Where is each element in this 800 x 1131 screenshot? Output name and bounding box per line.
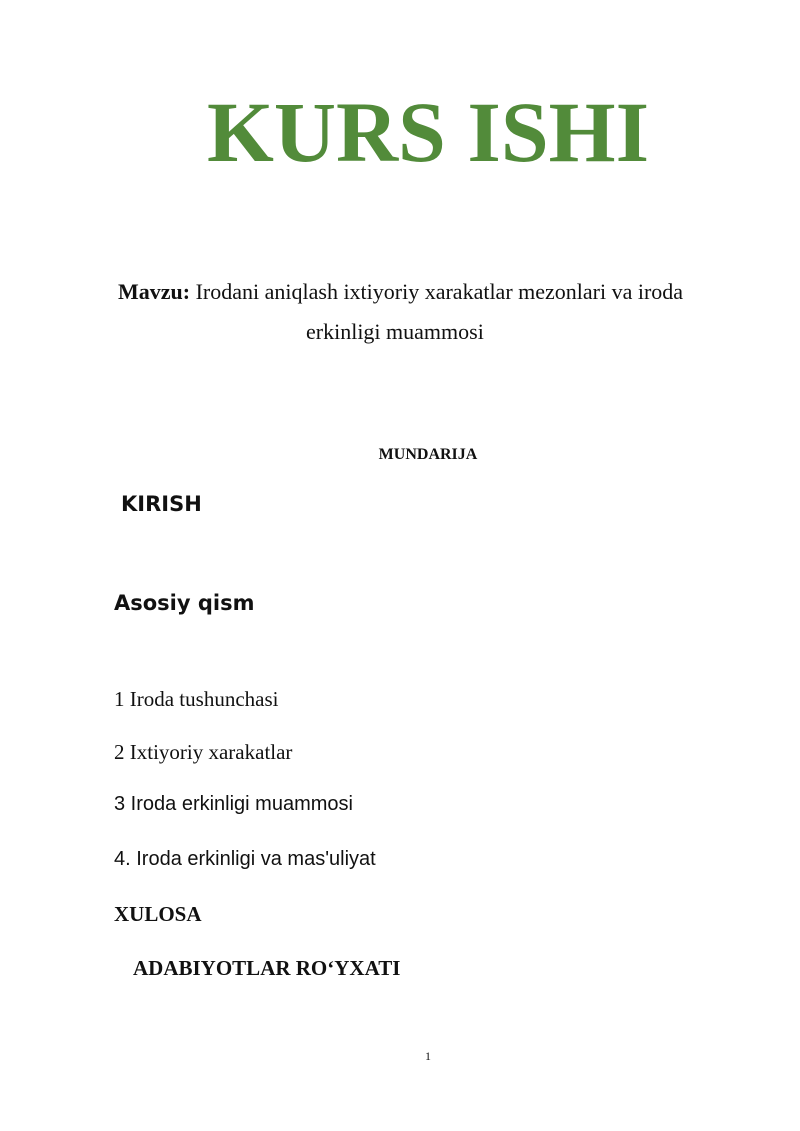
contents-item-2: 2 Ixtiyoriy xarakatlar xyxy=(114,740,293,764)
topic-label: Mavzu: xyxy=(118,279,191,304)
contents-item-intro: KIRISH xyxy=(121,492,202,516)
contents-item-1: 1 Iroda tushunchasi xyxy=(114,687,279,711)
contents-item-references: ADABIYOTLAR RO‘YXATI xyxy=(133,956,401,980)
contents-item-3: 3 Iroda erkinligi muammosi xyxy=(114,793,353,815)
page-number: 1 xyxy=(425,1049,431,1063)
contents-item-conclusion: XULOSA xyxy=(114,902,202,926)
topic-text-line-2: erkinligi muammosi xyxy=(306,319,484,344)
document-title: KURS ISHI xyxy=(206,84,650,180)
contents-heading: MUNDARIJA xyxy=(378,446,478,463)
topic-text-line-1: Irodani aniqlash ixtiyoriy xarakatlar mezonlari va iroda xyxy=(195,279,684,304)
contents-item-main-part: Asosiy qism xyxy=(114,591,255,615)
topic-line-1 xyxy=(118,276,683,308)
contents-item-4: 4. Iroda erkinligi va mas'uliyat xyxy=(114,848,376,870)
